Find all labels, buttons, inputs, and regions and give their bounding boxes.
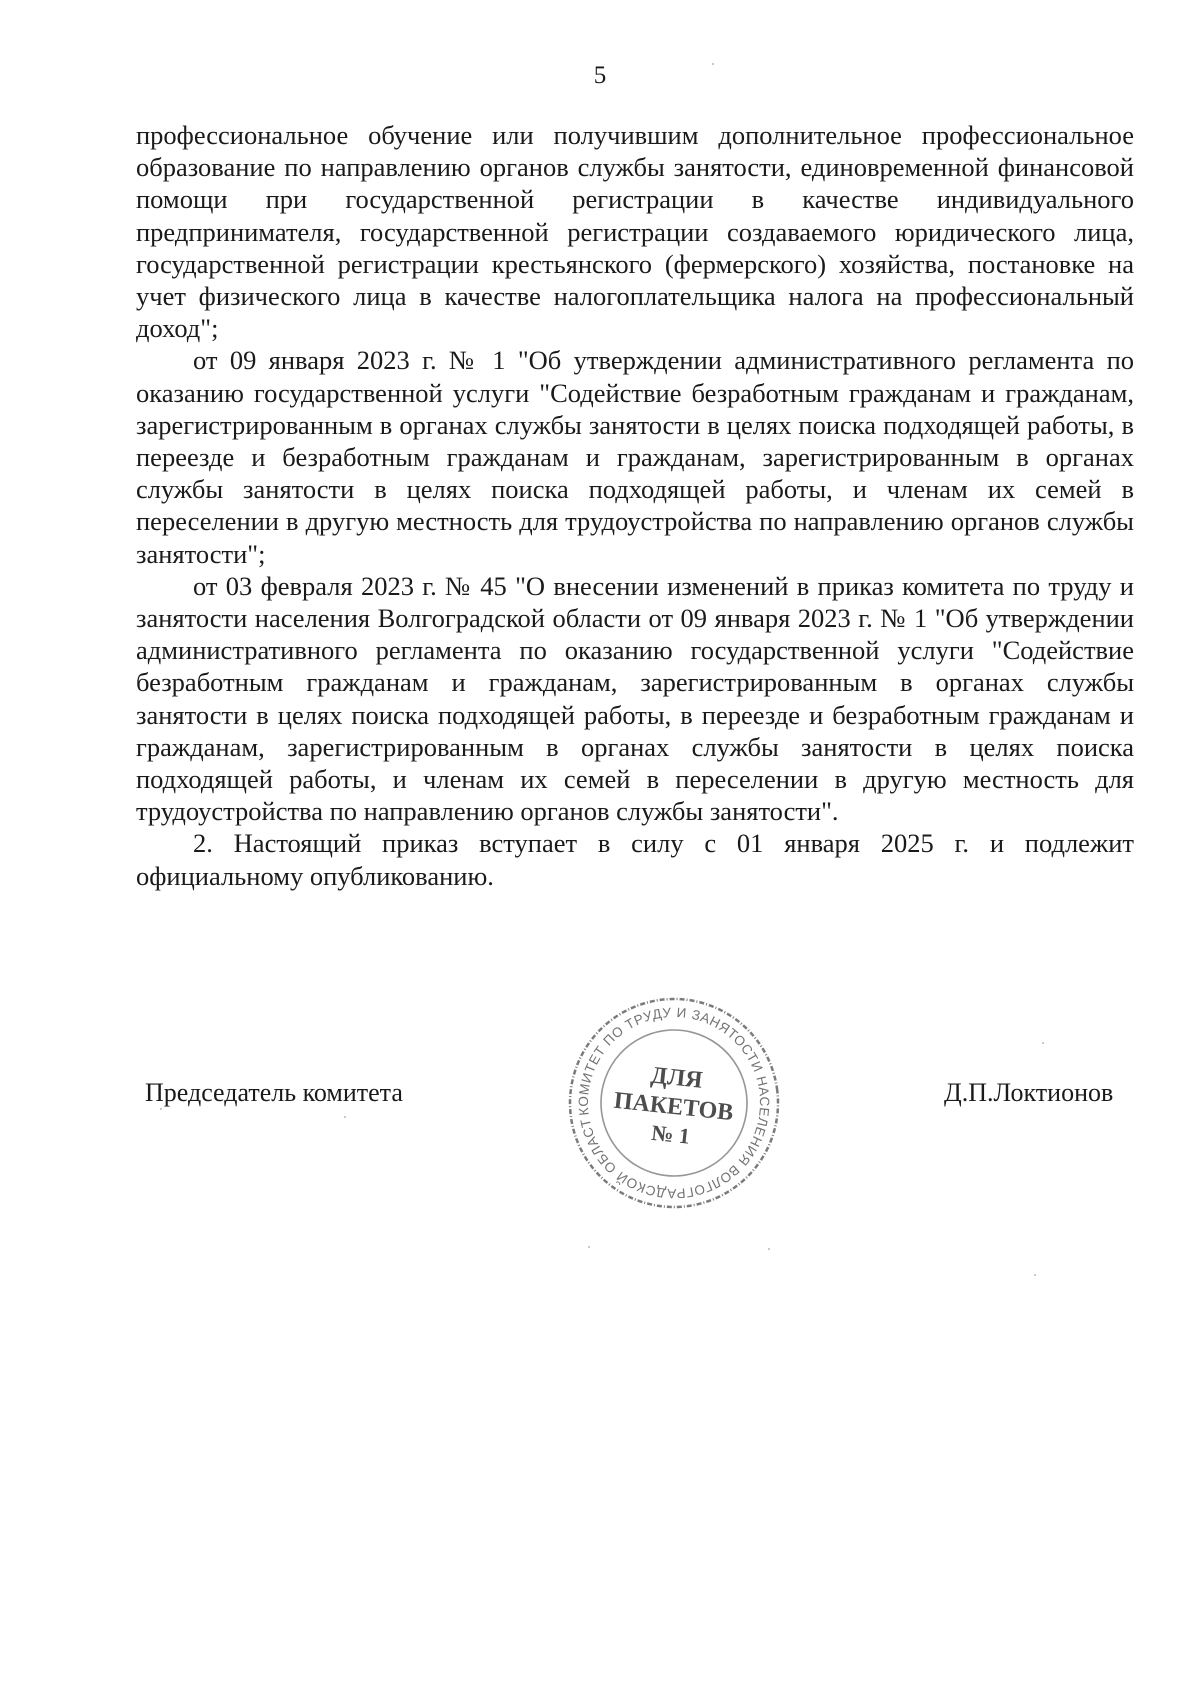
signatory-position: Председатель комитета (145, 1078, 403, 1107)
document-body (136, 119, 1134, 892)
stamp-line-2: ПАКЕТОВ (612, 1087, 735, 1127)
official-stamp (563, 993, 785, 1213)
scan-speck (344, 1116, 346, 1118)
scan-speck (588, 1246, 590, 1248)
scan-speck (160, 1108, 162, 1110)
scan-speck (712, 63, 714, 65)
paragraph-order-jan-2023: от 09 января 2023 г. № 1 "Об утверждении административного регламента по оказанию государственной услуги "Содействие безработным гражданам и гражданам, зарегистрированным в органах службы занятости в целях поиска подходящей работы, в переезде и безработным гражданам и гражданам, зарегистрированным в органах службы занятости в целях поиска подходящей работы, и членам их семей в переселении в другую местность для трудоустройства по направлению органов службы занятости"; (136, 345, 1134, 569)
scan-speck (768, 1248, 770, 1250)
scan-speck (1034, 1274, 1036, 1276)
paragraph-effective-date: 2. Настоящий приказ вступает в силу с 01 января 2025 г. и подлежит официальному опубликованию. (136, 828, 1134, 891)
stamp-line-3: № 1 (650, 1119, 692, 1149)
stamp-ring-text: КОМИТЕТ ПО ТРУДУ И ЗАНЯТОСТИ НАСЕЛЕНИЯ ВОЛГОГРАДСКОЙ ОБЛАСТИ (575, 1004, 773, 1202)
paragraph-continuation: профессиональное обучение или получившим дополнительное профессиональное образование по направлению органов службы занятости, единовременной финансовой помощи при государственной регистрации в качестве индивидуального предпринимателя, государственной регистрации создаваемого юридического лица, государственной регистрации крестьянского (фермерского) хозяйства, постановке на учет физического лица в качестве налогоплательщика налога на профессиональный доход"; (136, 120, 1134, 344)
page-number: 5 (593, 62, 607, 89)
signatory-name: Д.П.Локтионов (944, 1078, 1114, 1107)
stamp-line-1: ДЛЯ (649, 1062, 704, 1094)
paragraph-order-feb-2023: от 03 февраля 2023 г. № 45 "О внесении изменений в приказ комитета по труду и занятости населения Волгоградской области от 09 января 2023 г. № 1 "Об утверждении административного регламента по оказанию государственной услуги "Содействие безработным гражданам и гражданам, зарегистрированным в органах службы занятости в целях поиска подходящей работы, в переезде и безработным гражданам и гражданам, зарегистрированным в органах службы занятости в целях поиска подходящей работы, и членам их семей в переселении в другую местность для трудоустройства по направлению органов службы занятости". (136, 570, 1134, 827)
scan-speck (1042, 1042, 1044, 1044)
